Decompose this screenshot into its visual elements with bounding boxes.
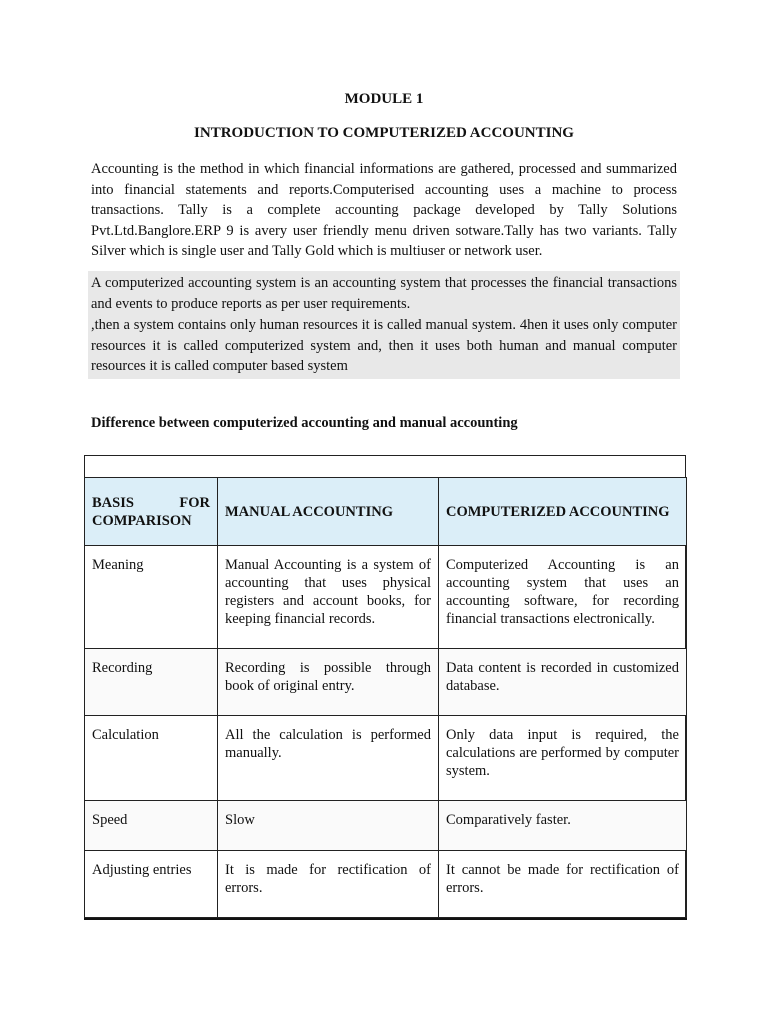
row-computerized: It cannot be made for rectification of errors. <box>439 851 687 919</box>
row-basis: Calculation <box>85 716 218 801</box>
row-computerized: Computerized Accounting is an accounting system that uses an accounting software, for recording financial transactions electronically. <box>439 546 687 649</box>
row-computerized: Only data input is required, the calculations are performed by computer system. <box>439 716 687 801</box>
comparison-heading: Difference between computerized accounting and manual accounting <box>91 415 518 431</box>
table-row <box>85 851 687 919</box>
comparison-table-frame <box>84 455 686 918</box>
section-title: INTRODUCTION TO COMPUTERIZED ACCOUNTING <box>194 125 574 141</box>
comparison-table <box>84 477 687 920</box>
table-header-row <box>85 478 687 546</box>
row-computerized: Data content is recorded in customized database. <box>439 649 687 716</box>
row-basis: Adjusting entries <box>85 851 218 919</box>
table-row <box>85 649 687 716</box>
header-computerized: COMPUTERIZED ACCOUNTING <box>439 478 687 546</box>
table-row <box>85 716 687 801</box>
header-basis: BASIS FOR COMPARISON <box>85 478 218 546</box>
row-manual: All the calculation is performed manually. <box>218 716 439 801</box>
definition-paragraph: A computerized accounting system is an accounting system that processes the financial transactions and events to produce reports as per user requirements. <box>91 275 677 312</box>
table-row <box>85 801 687 851</box>
table-row <box>85 546 687 649</box>
row-basis: Speed <box>85 801 218 851</box>
header-manual: MANUAL ACCOUNTING <box>218 478 439 546</box>
module-title: MODULE 1 <box>344 91 424 107</box>
row-manual: It is made for rectification of errors. <box>218 851 439 919</box>
row-manual: Recording is possible through book of original entry. <box>218 649 439 716</box>
row-manual: Manual Accounting is a system of accounting that uses physical registers and account books, for keeping financial records. <box>218 546 439 649</box>
row-manual: Slow <box>218 801 439 851</box>
system-types-paragraph: ,then a system contains only human resources it is called manual system. 4hen it uses only computer resources it is called computerized system and, then it uses both human and manual computer resources it is called computer based system <box>91 317 677 375</box>
row-basis: Meaning <box>85 546 218 649</box>
row-basis: Recording <box>85 649 218 716</box>
row-computerized: Comparatively faster. <box>439 801 687 851</box>
intro-paragraph: Accounting is the method in which financial informations are gathered, processed and summarized into financial statements and reports.Computerised accounting uses a machine to process transactions. Tally is a complete accounting package developed by Tally Solutions Pvt.Ltd.Banglore.ERP 9 is avery user friendly menu driven sotware.Tally has two variants. Tally Silver which is single user and Tally Gold which is multiuser or network user. <box>91 161 677 260</box>
